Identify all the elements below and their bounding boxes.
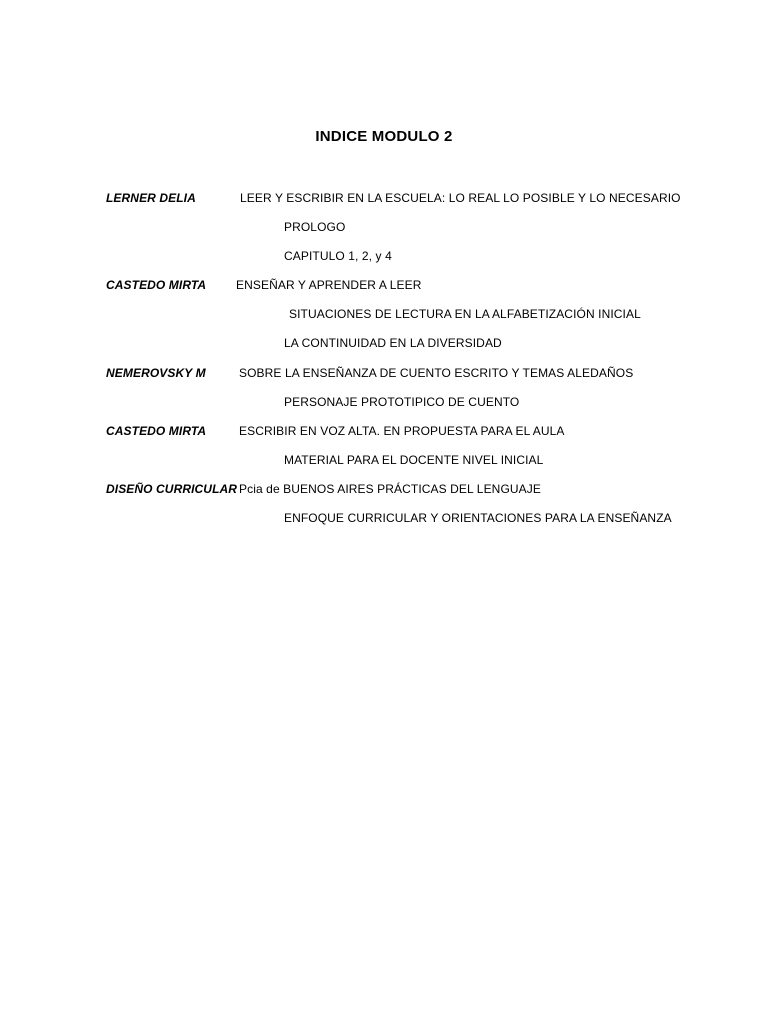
entry-title: Pcia de BUENOS AIRES PRÁCTICAS DEL LENGUAJE: [239, 482, 541, 496]
entry-title: LEER Y ESCRIBIR EN LA ESCUELA: LO REAL LO POSIBLE Y LO NECESARIO: [240, 191, 681, 205]
entry-subtitle: PERSONAJE PROTOTIPICO DE CUENTO: [284, 395, 520, 409]
entry-subtitle: PROLOGO: [284, 220, 346, 234]
entry-title: ESCRIBIR EN VOZ ALTA. EN PROPUESTA PARA EL AULA: [239, 424, 565, 438]
entry-subtitle: SITUACIONES DE LECTURA EN LA ALFABETIZACIÓN INICIAL: [289, 307, 641, 321]
entry-title: ENSEÑAR Y APRENDER A LEER: [236, 278, 422, 292]
entry-author: DISEÑO CURRICULAR: [106, 482, 238, 496]
entry-subtitle: CAPITULO 1, 2, y 4: [284, 249, 392, 263]
entry-author: CASTEDO MIRTA: [106, 424, 207, 438]
entry-author: NEMEROVSKY M: [106, 366, 206, 380]
entry-author: CASTEDO MIRTA: [106, 278, 207, 292]
entry-subtitle: ENFOQUE CURRICULAR Y ORIENTACIONES PARA LA ENSEÑANZA: [284, 511, 672, 525]
entry-title: SOBRE LA ENSEÑANZA DE CUENTO ESCRITO Y TEMAS ALEDAÑOS: [239, 366, 634, 380]
entry-author: LERNER DELIA: [106, 191, 196, 205]
entry-subtitle: MATERIAL PARA EL DOCENTE NIVEL INICIAL: [284, 453, 544, 467]
document-title: INDICE MODULO 2: [315, 128, 453, 145]
entry-subtitle: LA CONTINUIDAD EN LA DIVERSIDAD: [284, 336, 502, 350]
